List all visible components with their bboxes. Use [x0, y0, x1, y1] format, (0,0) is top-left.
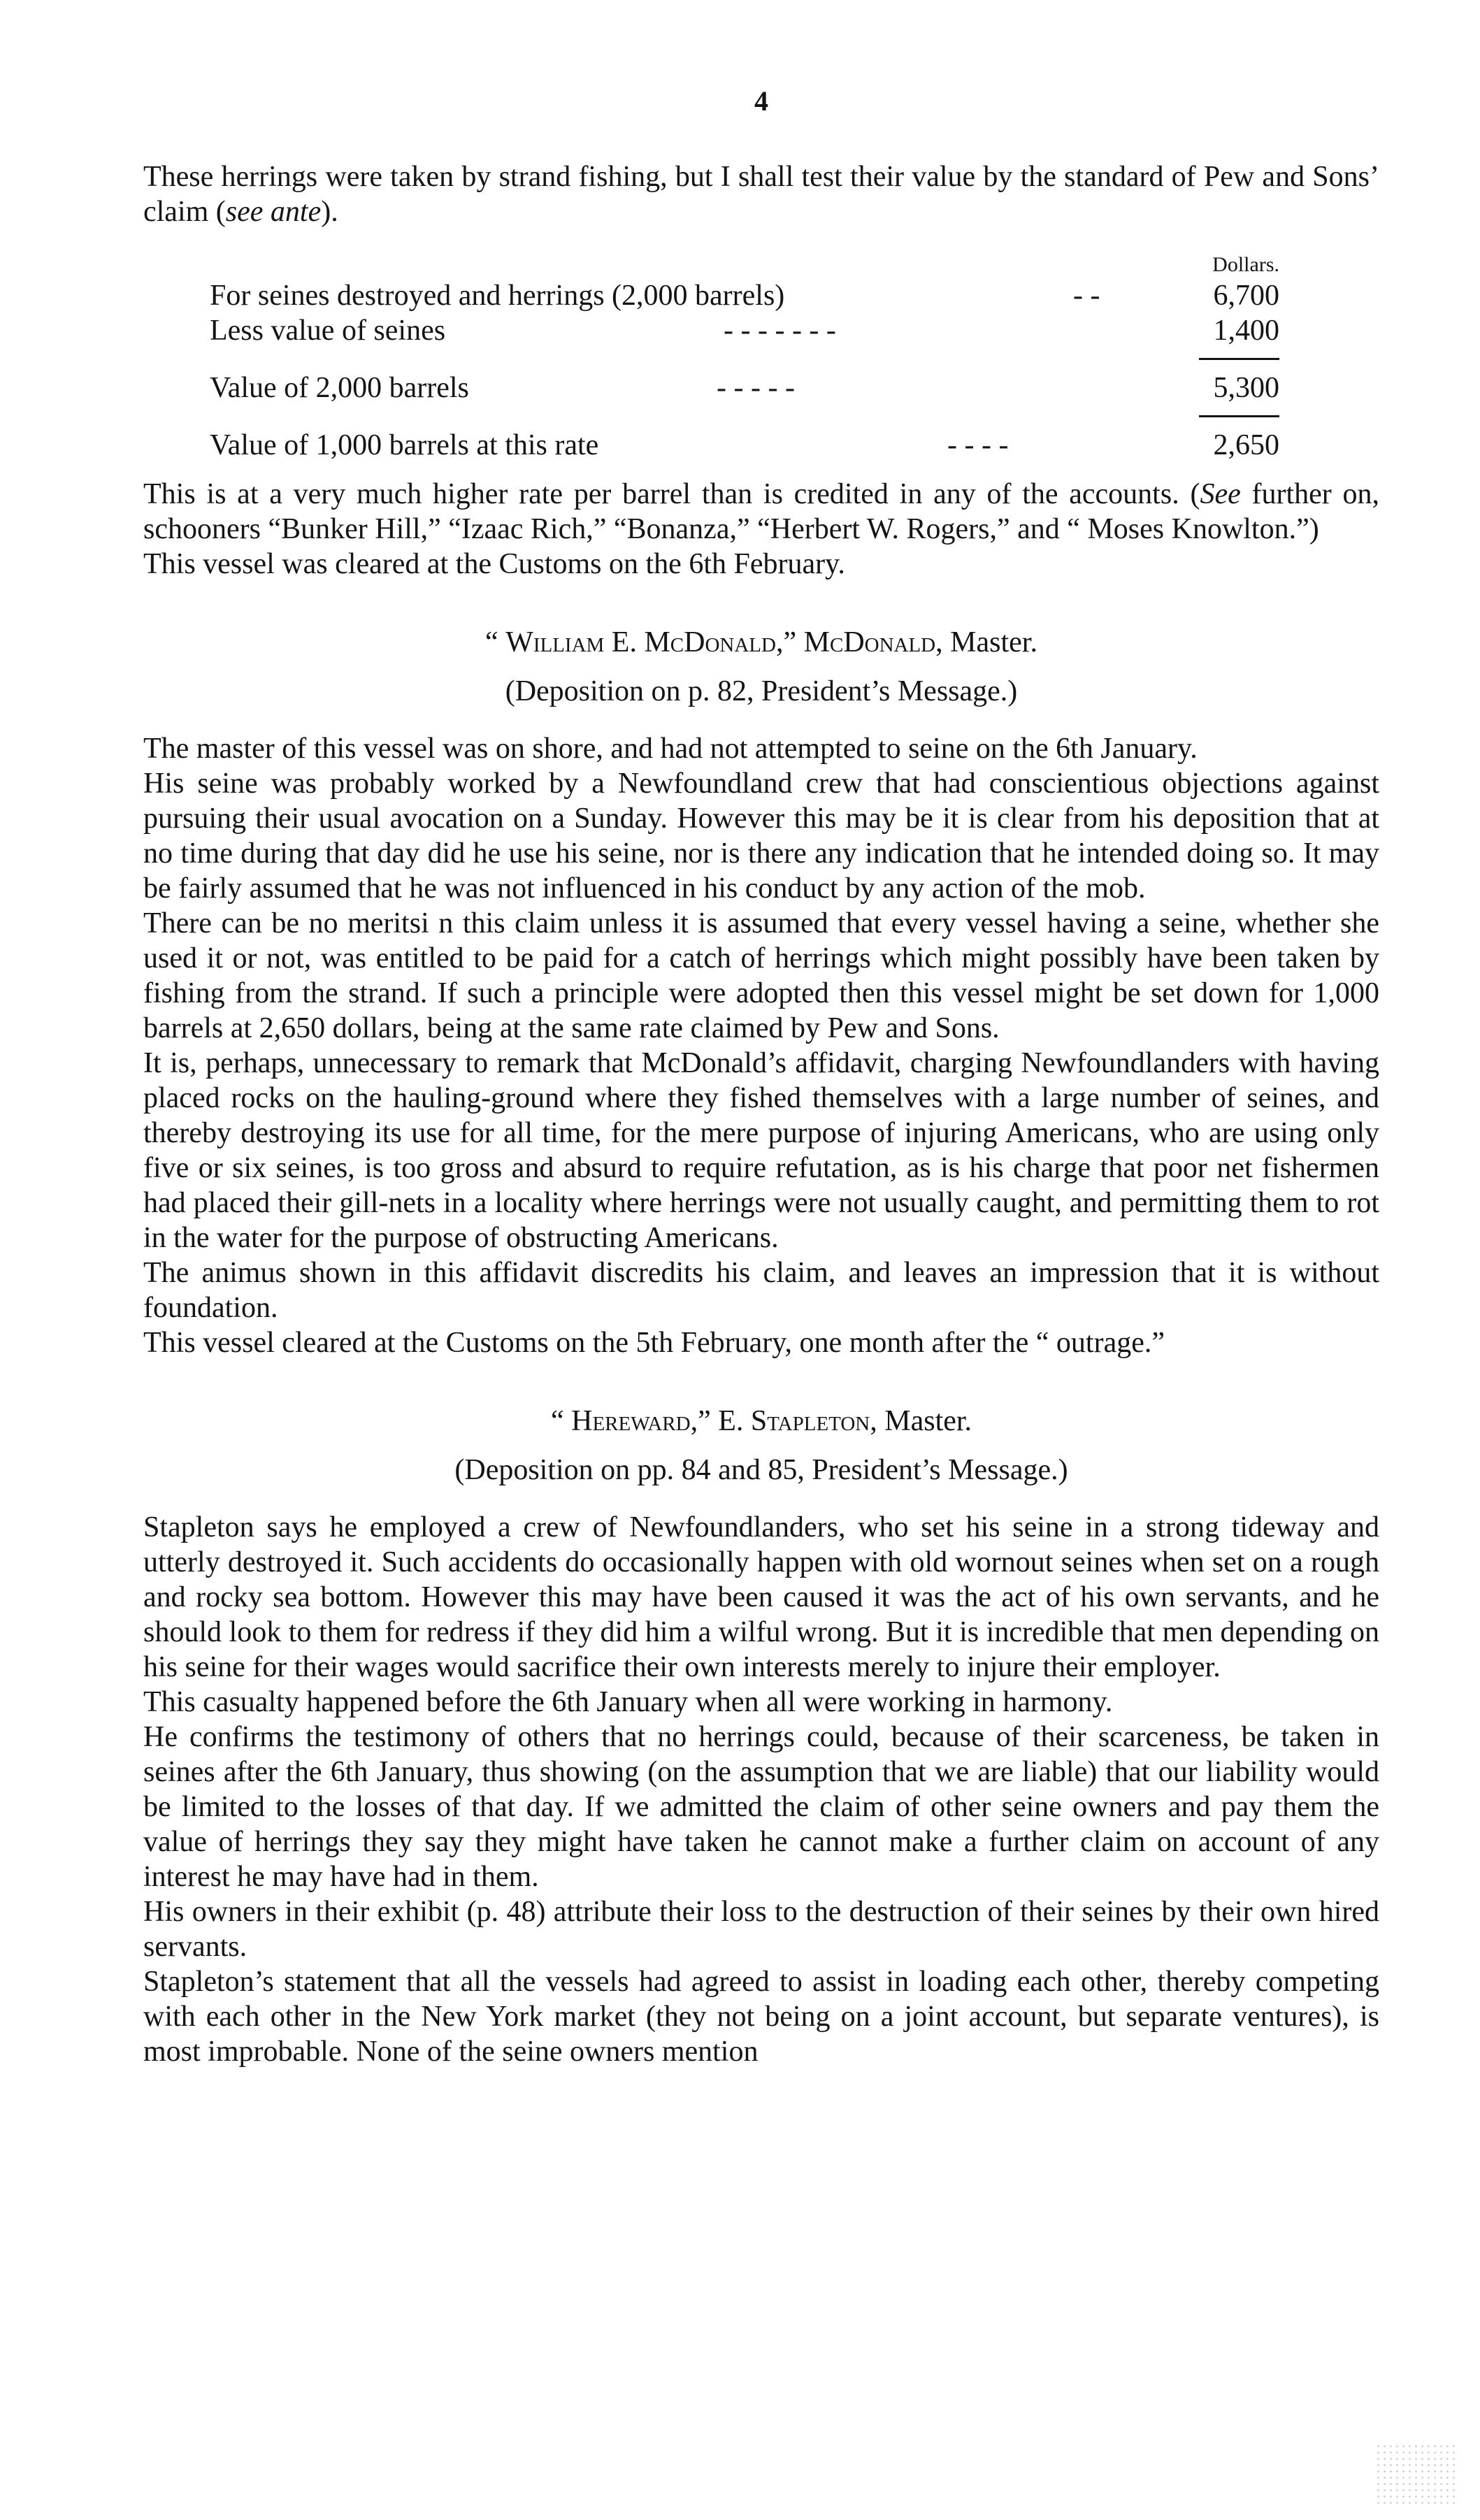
heading-master-name: Stapleton,	[750, 1405, 877, 1437]
heading-master-label: Master.	[877, 1405, 972, 1437]
heading-quote: “	[485, 626, 506, 658]
body-paragraph: Stapleton’s statement that all the vessels had agreed to assist in loading each other, thereby competing with each other in the New York market (they not being on a joint account, but separate ventures), is most improbable. None of the seine owners mention	[143, 1966, 1379, 2068]
calc-row-amount: 1,400	[1213, 315, 1279, 347]
calc-row	[143, 428, 1379, 463]
body-paragraph: This casualty happened before the 6th January when all were working in harmony.	[143, 1686, 1113, 1718]
heading-quote: ” E.	[698, 1405, 751, 1437]
heading-vessel-name: Hereward,	[571, 1405, 698, 1437]
body-paragraph: There can be no meritsi n this claim unless it is assumed that every vessel having a seine, whether she used it or not, was entitled to be paid for a catch of herrings which might possibly have been taken by fishing from the strand. If such a principle were adopted then this vessel might be set down for 1,000 barrels at 2,650 dollars, being at the same rate claimed by Pew and Sons.	[143, 907, 1379, 1044]
intro-paragraph	[143, 159, 1379, 229]
body-paragraph	[143, 477, 1379, 547]
calc-row-dashes: - - - - -	[717, 372, 795, 404]
body-paragraph: Stapleton says he employed a crew of Newfoundlanders, who set his seine in a strong tideway and utterly destroyed it. Such accidents do occasionally happen with old wornout seines when set on a rough and rocky sea bottom. However this may have been caused it was the act of his own servants, and he should look to them for redress if they did him a wilful wrong. But it is incredible that men depending on his seine for their wages would sacrifice their own interests merely to injure their employer.	[143, 1511, 1379, 1683]
calc-row-dashes: - - - - - - -	[724, 315, 836, 347]
paragraph-see: See	[1200, 478, 1241, 510]
heading-vessel-name: William E. McDonald,	[505, 626, 784, 658]
calc-row-desc: For seines destroyed and herrings (2,000 barrels)	[210, 280, 785, 312]
section-heading-mcdonald	[143, 625, 1379, 660]
calc-row-amount: 6,700	[1213, 280, 1279, 312]
scan-speckle	[1375, 2443, 1459, 2506]
calc-row-desc: Value of 1,000 barrels at this rate	[210, 429, 599, 461]
heading-quote: “	[550, 1405, 572, 1437]
paragraph-text: further on, schooners “Bunker Hill,” “Izaac Rich,” “Bonanza,” “Herbert W. Rogers,” and “ Moses Knowlton.”)	[143, 478, 1379, 545]
body-paragraph: His owners in their exhibit (p. 48) attribute their loss to the destruction of their seines by their own hired servants.	[143, 1896, 1379, 1963]
calc-row	[143, 278, 1379, 313]
body-paragraph: The animus shown in this affidavit discredits his claim, and leaves an impression that it is without foundation.	[143, 1257, 1379, 1324]
body-paragraph: The master of this vessel was on shore, and had not attempted to seine on the 6th January.	[143, 733, 1198, 765]
body-paragraph: He confirms the testimony of others that no herrings could, because of their scarceness, be taken in seines after the 6th January, thus showing (on the assumption that we are liable) that our liability would be limited to the losses of that day. If we admitted the claim of other seine owners and pay them the value of herrings they say they might have taken he cannot make a further claim on account of any interest he may have had in them.	[143, 1721, 1379, 1893]
valuation-table	[143, 253, 1379, 463]
intro-see-ante: see ante	[225, 196, 322, 228]
body-paragraph: His seine was probably worked by a Newfoundland crew that had conscientious objections against pursuing their usual avocation on a Sunday. However this may be it is clear from his deposition that at no time during that day did he use his seine, nor is there any indication that he intended doing so. It may be fairly assumed that he was not influenced in his conduct by any action of the mob.	[143, 768, 1379, 905]
intro-text: These herrings were taken by strand fishing, but I shall test their value by the standard of Pew and Sons’ claim (	[143, 161, 1379, 228]
calc-row-amount: 2,650	[1213, 429, 1279, 461]
calc-row-dashes: - -	[1073, 280, 1100, 312]
document-page	[143, 84, 1379, 2069]
section-heading-hereward	[143, 1404, 1379, 1439]
calc-row-desc: Value of 2,000 barrels	[210, 372, 469, 404]
heading-master-name: McDonald,	[803, 626, 943, 658]
calc-row-amount: 5,300	[1213, 372, 1279, 404]
intro-text-end: ).	[321, 196, 338, 228]
section-subheading: (Deposition on pp. 84 and 85, President’s Message.)	[454, 1454, 1068, 1486]
calc-row	[143, 313, 1379, 348]
sum-rule	[143, 348, 1379, 370]
dollars-column-label: Dollars.	[1212, 253, 1279, 276]
section-subheading: (Deposition on p. 82, President’s Message.)	[505, 675, 1018, 707]
calc-row-dashes: - - - -	[947, 429, 1009, 461]
paragraph-text: This is at a very much higher rate per barrel than is credited in any of the accounts. (	[143, 478, 1200, 510]
sum-rule	[143, 405, 1379, 428]
heading-quote: ”	[783, 626, 804, 658]
body-paragraph: This vessel cleared at the Customs on the 5th February, one month after the “ outrage.”	[143, 1327, 1165, 1359]
heading-master-label: Master.	[942, 626, 1037, 658]
page-number: 4	[754, 85, 768, 117]
calc-row-desc: Less value of seines	[210, 315, 446, 347]
calc-row	[143, 370, 1379, 405]
body-paragraph: It is, perhaps, unnecessary to remark that McDonald’s affidavit, charging Newfoundlanders with having placed rocks on the hauling-ground where they fished themselves with a large number of seines, and thereby destroying its use for all time, for the mere purpose of injuring Americans, who are using only five or six seines, is too gross and absurd to require refutation, as is his charge that poor net fishermen had placed their gill-nets in a locality where herrings were not usually caught, and permitting them to rot in the water for the purpose of obstructing Americans.	[143, 1047, 1379, 1254]
body-paragraph: This vessel was cleared at the Customs on the 6th February.	[143, 548, 845, 580]
